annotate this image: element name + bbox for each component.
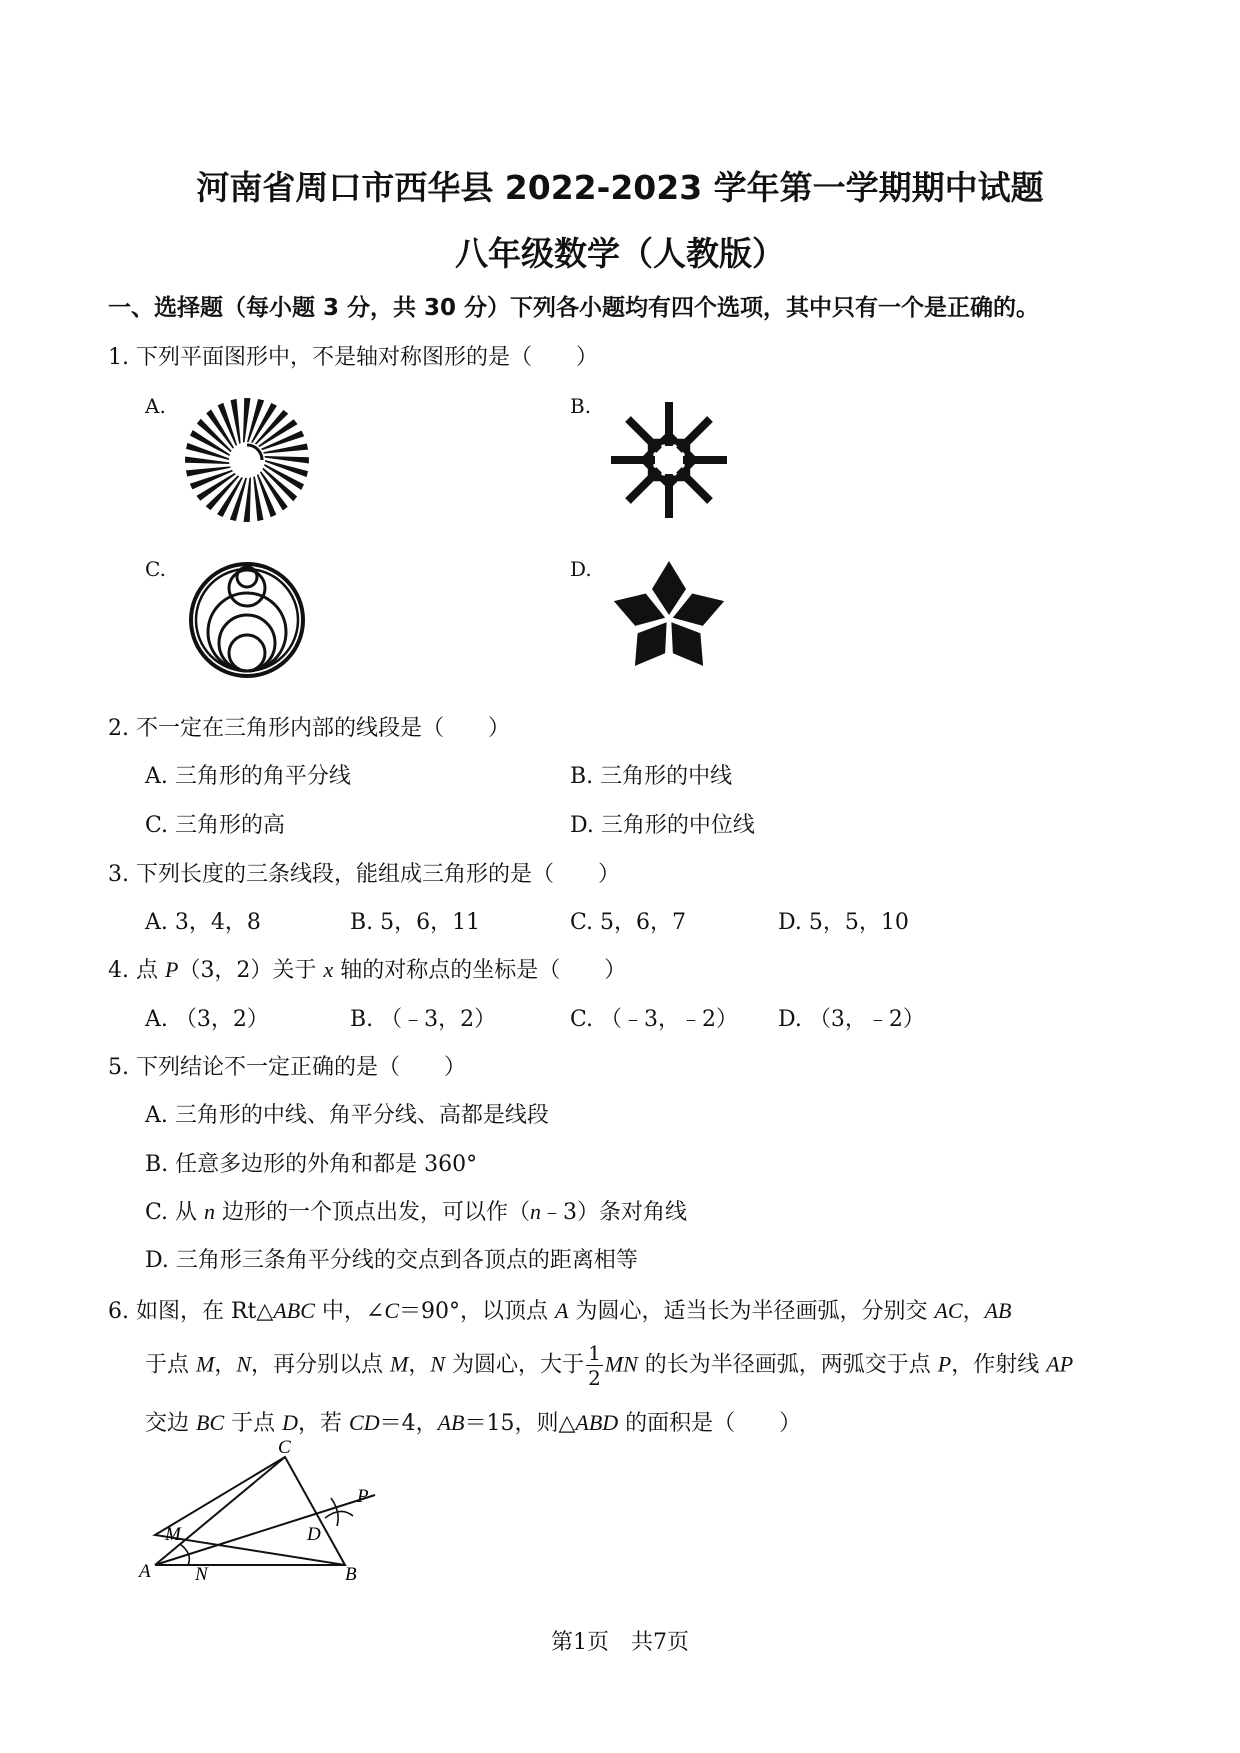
triangle-abc <box>155 1457 345 1565</box>
q4-option-d[interactable]: D. （3，﹣2） <box>778 1007 925 1032</box>
q3-option-d[interactable]: D. 5，5，10 <box>778 910 909 935</box>
nested-circles-icon <box>187 560 307 680</box>
arc-p-2 <box>325 1511 353 1518</box>
q4-option-a[interactable]: A. （3，2） <box>145 1007 269 1032</box>
q3-option-a[interactable]: A. 3，4，8 <box>145 910 261 935</box>
snowflake-arm <box>611 446 661 474</box>
label-m: M <box>165 1524 181 1545</box>
label-c: C <box>278 1440 291 1458</box>
q2-option-b[interactable]: B. 三角形的中线 <box>570 764 733 789</box>
question-4-stem: 4. 点 P（3，2）关于 x 轴的对称点的坐标是（ ） <box>108 957 627 983</box>
q5-option-a[interactable]: A. 三角形的中线、角平分线、高都是线段 <box>145 1103 549 1128</box>
q3-option-b[interactable]: B. 5，6，11 <box>350 910 481 935</box>
question-1-stem: 1. 下列平面图形中，不是轴对称图形的是（ ） <box>108 345 598 370</box>
q4-option-c[interactable]: C. （﹣3，﹣2） <box>570 1007 739 1032</box>
q1-option-b-label: B. <box>570 394 592 418</box>
label-b: B <box>345 1564 357 1580</box>
star-petal <box>658 612 717 676</box>
q3-option-c[interactable]: C. 5，6，7 <box>570 910 687 935</box>
q2-option-d[interactable]: D. 三角形的中位线 <box>570 813 755 838</box>
fraction-one-half: $\frac{1}{2}$ <box>588 1341 601 1390</box>
snowflake-arm <box>655 468 683 518</box>
question-3-stem: 3. 下列长度的三条线段，能组成三角形的是（ ） <box>108 862 620 887</box>
q5-option-d[interactable]: D. 三角形三条角平分线的交点到各顶点的距离相等 <box>145 1248 638 1273</box>
exam-title: 河南省周口市西华县 2022-2023 学年第一学期期中试题 <box>196 168 1044 207</box>
q2-option-c[interactable]: C. 三角形的高 <box>145 813 286 838</box>
arc-mn <box>180 1544 189 1565</box>
label-n: N <box>195 1564 208 1580</box>
q1-option-d-label: D. <box>570 557 592 581</box>
question-6-line-2: 于点 M，N，再分别以点 M，N 为圆心，大于 $\frac{1}{2}$ MN 的长为半径画弧，两弧交于点 P，作射线 AP <box>145 1341 1074 1390</box>
label-a: A <box>139 1561 151 1580</box>
label-p: P <box>357 1486 369 1507</box>
q5-option-b[interactable]: B. 任意多边形的外角和都是 360° <box>145 1152 478 1177</box>
section-heading: 一、选择题（每小题 3 分，共 30 分）下列各小题均有四个选项，其中只有一个是正确的。 <box>108 295 1040 321</box>
page-footer: 第1页 共7页 <box>551 1630 689 1655</box>
snowflake-arrow-icon <box>607 398 731 522</box>
question-6-line-1: 6. 如图，在 Rt△ABC 中，∠C＝90°，以顶点 A 为圆心，适当长为半径画弧，分别交 AC，AB <box>108 1298 1012 1324</box>
question-5-stem: 5. 下列结论不一定正确的是（ ） <box>108 1055 466 1080</box>
star-rhombus-icon <box>608 558 730 680</box>
label-d: D <box>307 1524 321 1545</box>
snowflake-arm <box>677 446 727 474</box>
snowflake-arm <box>655 402 683 452</box>
triangle-figure <box>135 1440 395 1580</box>
spiral-sun-icon <box>182 395 312 525</box>
q5-option-c[interactable]: C. 从 n 边形的一个顶点出发，可以作（n﹣3）条对角线 <box>145 1199 688 1225</box>
star-petal <box>621 612 680 676</box>
star-petal <box>652 561 686 615</box>
q1-option-c-label: C. <box>145 557 166 581</box>
q4-option-b[interactable]: B. （﹣3，2） <box>350 1007 497 1032</box>
q1-option-a-label: A. <box>145 394 166 418</box>
exam-subtitle: 八年级数学（人教版） <box>455 234 785 273</box>
q2-option-a[interactable]: A. 三角形的角平分线 <box>145 764 351 789</box>
question-2-stem: 2. 不一定在三角形内部的线段是（ ） <box>108 716 510 741</box>
question-6-line-3: 交边 BC 于点 D，若 CD＝4，AB＝15，则△ABD 的面积是（ ） <box>145 1410 802 1436</box>
